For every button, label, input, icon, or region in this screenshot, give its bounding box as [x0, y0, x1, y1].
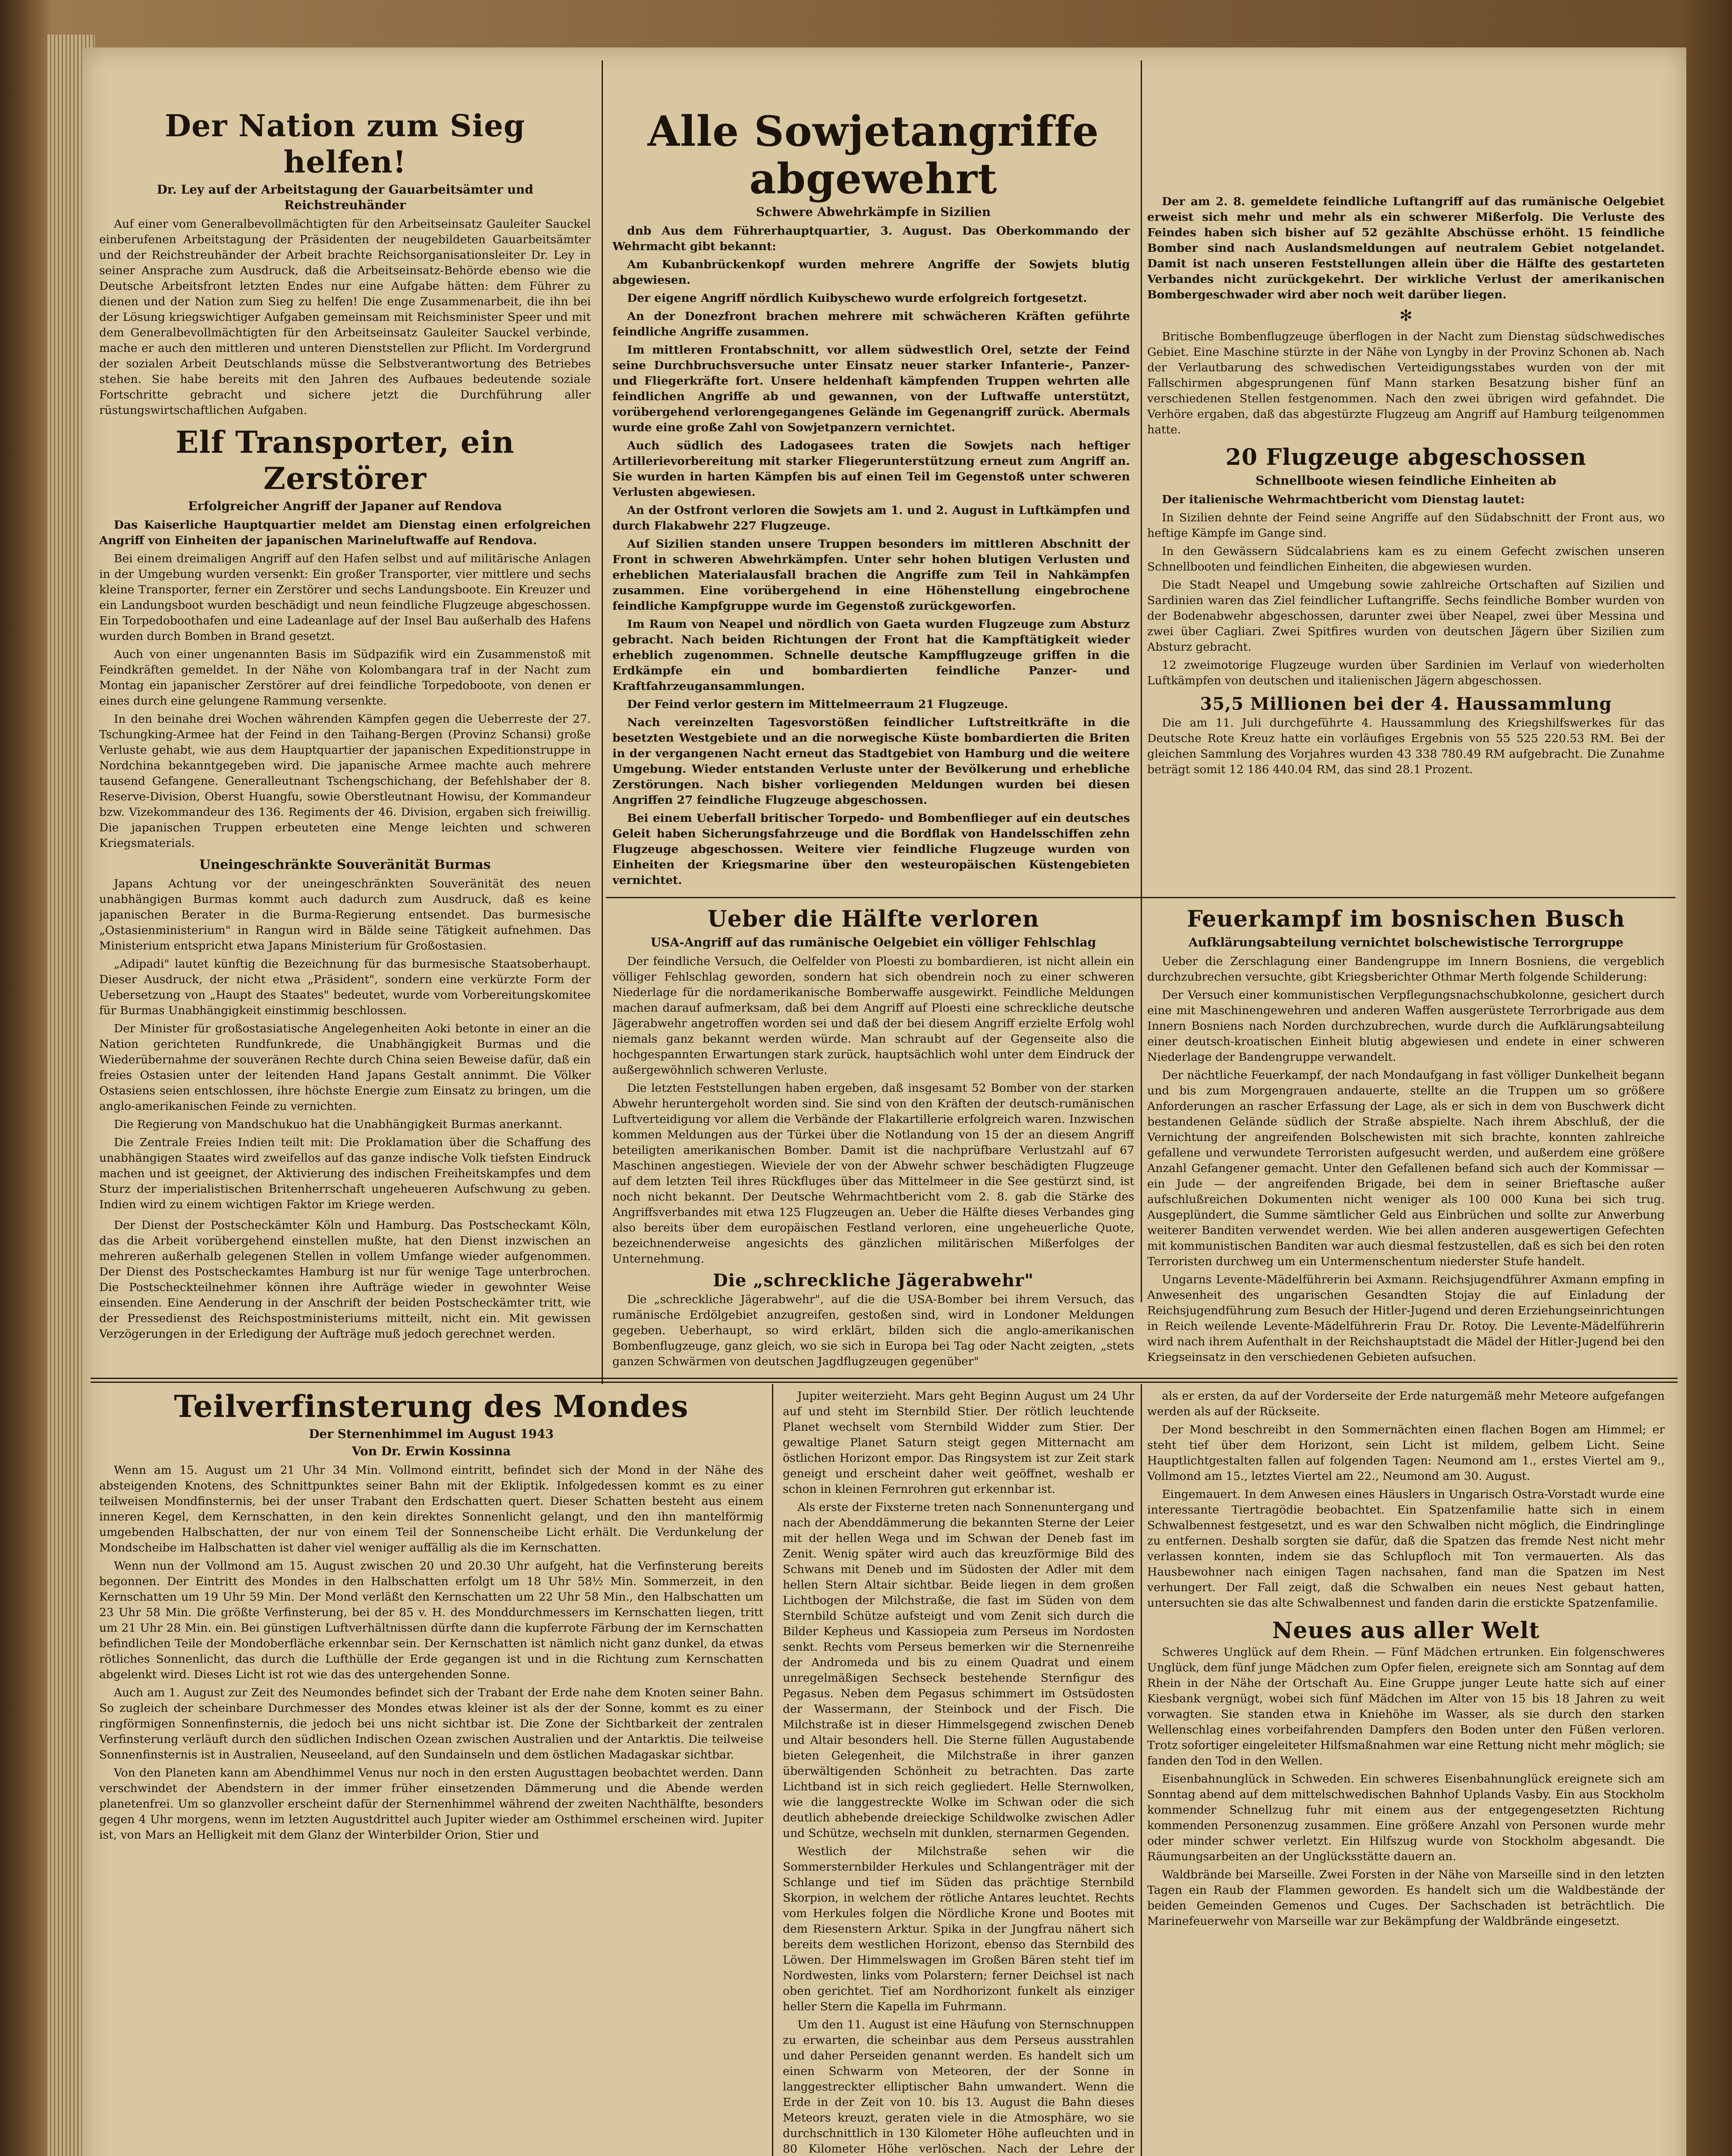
paragraph: Jupiter weiterzieht. Mars geht Beginn August um 24 Uhr auf und steht im Sternbild Stier. Der rötlich leuchtende Planet wechselt vom Sternbild Widder zum Stier. Der gewaltige Planet Saturn steigt gegen Mitternacht am östlichen Horizont empor. Das Ringsystem ist zur Zeit stark geneigt und erscheint daher weit geöffnet, weshalb er schon in kleinen Fernrohren gut erkennbar ist. — [783, 1389, 1134, 1496]
subheadline: Aufklärungsabteilung vernichtet bolschewistische Terrorgruppe — [1188, 935, 1624, 950]
paragraph: An der Ostfront verloren die Sowjets am 1. und 2. August in Luftkämpfen und durch Flakabwehr 227 Flugzeuge. — [612, 504, 1130, 533]
bottom-column-2 — [783, 1388, 1134, 2156]
paragraph: Ungarns Levente-Mädelführerin bei Axmann. Reichsjugendführer Axmann empfing in Anwesenheit des ungarischen Gesandten Stojay die auf Einladung der Reichsjugendführung zum Besuch der Hitler-Jugend und deren Erziehungseinrichtungen in Reich weilende Levente-Mädelführerin Frau Dr. Rotoy. Die Levente-Mädelführerin wird nach ihrem Aufenthalt in der Reichshauptstadt die Mädel der Hitler-Jugend bei den Kriegseinsatz in den verschiedenen Gebieten aufsuchen. — [1147, 1273, 1665, 1364]
paragraph: Der feindliche Versuch, die Oelfelder von Ploesti zu bombardieren, ist nicht allein ein völliger Fehlschlag geworden, sondern hat sich obendrein noch zu einer schweren Niederlage für die nordamerikanische Bomberwaffe ausgewirkt. Feindliche Meldungen machen darauf aufmerksam, daß bei dem Angriff auf Ploesti eine schreckliche deutsche Jägerabwehr angetroffen worden sei und daß der bei diesem Angriff erzielte Erfolg wohl niemals ganz bekannt werden würde. Man schraubt auf der Gegenseite also die hochgespannten Erwartungen stark zurück, hauptsächlich wohl unter dem Eindruck der außergewöhnlich schweren Verluste. — [612, 955, 1134, 1077]
subheadline: Dr. Ley auf der Arbeitstagung der Gauarbeitsämter und Reichstreuhänder — [157, 182, 533, 212]
paragraph: Der Dienst der Postscheckämter Köln und Hamburg. Das Postscheckamt Köln, das die Arbeit vorübergehend einstellen mußte, hat den Dienst inzwischen an mehreren außerhalb gelegenen Stellen in vollem Umfange wieder aufgenommen. Der Dienst des Postscheckamtes Hamburg ist nur für wenige Tage unterbrochen. Die Postscheckteilnehmer können ihre Aufträge wieder in gewohnter Weise einsenden. Eine Aenderung in der Anschrift der beiden Postscheckämter tritt, wie der Pressedienst des Reichspostministeriums mitteilt, nicht ein. Mit gewissen Verzögerungen in der Erledigung der Aufträge muß jedoch gerechnet werden. — [99, 1219, 591, 1341]
subheadline: Der Sternenhimmel im August 1943 — [309, 1427, 554, 1441]
paragraph: In den Gewässern Südcalabriens kam es zu einem Gefecht zwischen unseren Schnellbooten und feindlichen Einheiten, die abgewiesen wurden. — [1147, 545, 1665, 573]
paragraph: Wenn am 15. August um 21 Uhr 34 Min. Vollmond eintritt, befindet sich der Mond in der Nähe des absteigenden Knotens, des Schnittpunktes seiner Bahn mit der Ekliptik. Infolgedessen kommt es zu einer teilweisen Mondfinsternis, bei der unser Trabant den Erdschatten quert. Dieser Schatten besteht aus einem inneren Kegel, dem Kernschatten, in den kein direktes Sonnenlicht gelangt, und den ihn mantelförmig umgebenden Halbschatten, der nur von einem Teil der Sonnenscheibe Licht erhält. Die Verdunkelung der Mondscheibe im Halbschatten ist daher viel weniger auffällig als die im Kernschatten. — [99, 1463, 763, 1554]
paragraph: dnb Aus dem Führerhauptquartier, 3. August. Das Oberkommando der Wehrmacht gibt bekannt: — [612, 224, 1130, 253]
subheadline: USA-Angriff auf das rumänische Oelgebiet ein völliger Fehlschlag — [650, 935, 1096, 950]
paragraph: Der Feind verlor gestern im Mittelmeerraum 21 Flugzeuge. — [627, 698, 1008, 711]
paragraph: Der nächtliche Feuerkampf, der nach Mondaufgang in fast völliger Dunkelheit begann und bis zum Morgengrauen andauerte, stellte an die Truppen um so größere Anforderungen an rascher Erfassung der Lage, als er sich in dem von Buschwerk dicht bestandenen Gelände südlich der Straße abspielte. Nach ihrem Abschluß, der die Vernichtung der angreifenden Bolschewisten mit sich brachte, konnten zahlreiche gefallene und verwundete Terroristen aufgesucht werden, und außerdem eine größere Anzahl Gefangener gemacht. Unter den Gefallenen befand sich auch der Kommissar — ein Jude — der angreifenden Brigade, bei dem in seiner Brieftasche außer aufschlußreichen Dokumenten nicht weniger als 100 000 Kuna bei sich trug. Ausgeplündert, die Summe sämtlicher Geld aus Einbrüchen und sollte zur Anwerbung weiterer Banditen verwendet werden. Wie bei allen anderen ausgewertigen Gefechten mit kommunistischen Banditen war auch diesmal festzustellen, daß es sich bei den roten Terroristen durchweg um ein Untermenschentum niederster Stufe handelt. — [1147, 1069, 1665, 1268]
paragraph: Waldbrände bei Marseille. Zwei Forsten in der Nähe von Marseille sind in den letzten Tagen ein Raub der Flammen geworden. Es handelt sich um die Waldbestände der beiden Gemeinden Gemenos und Cuges. Der Sachschaden ist beträchtlich. Die Marinefeuerwehr von Marseille war zur Bekämpfung der Waldbrände eingesetzt. — [1147, 1868, 1665, 1928]
section-rule-double — [91, 1378, 1678, 1383]
headline: 20 Flugzeuge abgeschossen — [1225, 444, 1587, 470]
paragraph: Auch am 1. August zur Zeit des Neumondes befindet sich der Trabant der Erde nahe dem Knoten seiner Bahn. So zugleich der scheinbare Durchmesser des Mondes etwas kleiner ist als der der Sonne, kommt es zu einer ringförmigen Sonnenfinsternis, die jedoch bei uns nicht sichtbar ist. Die Zone der Sichtbarkeit der zentralen Verfinsterung verläuft durch den südlichen Indischen Ozean zwischen Australien und der Antarktis. Die teilweise Sonnenfinsternis ist in Australien, Neuseeland, auf den Sundainseln und dem östlichen Madagaskar sichtbar. — [99, 1686, 763, 1761]
paragraph: Auf einer vom Generalbevollmächtigten für den Arbeitseinsatz Gauleiter Sauckel einberufenen Arbeitstagung der Präsidenten der neugebildeten Gauarbeitsämter und der Reichstreuhänder der Arbeit brachte Reichsorganisationsleiter Dr. Ley in seiner Ansprache zum Ausdruck, daß die Arbeitseinsatz-Behörde ebenso wie die Deutsche Arbeitsfront letzten Endes nur eine Aufgabe hätten: dem Führer zu dienen und der Nation zum Sieg zu helfen! Die enge Zusammenarbeit, die ihn bei der Lösung kriegswichtiger Aufgaben gemeinsam mit Reichsminister Speer und mit dem Generalbevollmächtigten für den Arbeitseinsatz Gauleiter Sauckel verbinde, mache er auch den mittleren und unteren Dienststellen zur Pflicht. Im Vordergrund der sozialen Arbeit Deutschlands müsse die Selbstverantwortung des Betriebes stehen. Sie habe bereits mit den Jahren des Aufbaues bedeutende soziale Fortschritte gebracht und sichere jetzt die Durchführung aller rüstungswirtschaftlichen Aufgaben. — [99, 217, 591, 417]
paragraph: Auch von einer ungenannten Basis im Südpazifik wird ein Zusammenstoß mit Feindkräften gemeldet. In der Nähe von Kolombangara traf in der Nacht zum Montag ein japanischer Zerstörer auf drei feindliche Torpedoboote, von denen er eines durch eine gelungene Rammung versenkte. — [99, 648, 591, 708]
paragraph: Eisenbahnunglück in Schweden. Ein schweres Eisenbahnunglück ereignete sich am Sonntag abend auf dem mittelschwedischen Bahnhof Uplands Vasby. Ein aus Stockholm kommender Schnellzug fuhr mit einem aus der entgegengesetzten Richtung kommenden Personenzug zusammen. Eine größere Anzahl von Personen wurde mehr oder minder schwer verletzt. Ein Hilfszug wurde von Stockholm abgesandt. Die Räumungsarbeiten an der Unglücksstätte dauern an. — [1147, 1772, 1665, 1863]
paragraph: als er ersten, da auf der Vorderseite der Erde naturgemäß mehr Meteore aufgefangen werden als auf der Rückseite. — [1147, 1389, 1665, 1418]
paragraph: Um den 11. August ist eine Häufung von Sternschnuppen zu erwarten, die scheinbar aus dem Perseus ausstrahlen und daher Perseiden genannt werden. Es handelt sich um einen Schwarm von Meteoren, der der Sonne in langgestreckter elliptischer Bahn umwandert. Wenn die Erde in der Zeit von 10. bis 13. August die Bahn dieses Meteors kreuzt, geraten viele in die Atmosphäre, wo sie durchschnittlich in 130 Kilometer Höhe aufleuchten und in 80 Kilometer Höhe verlöschen. Nach der Lehre der — [783, 2018, 1134, 2156]
bottom-column-3 — [1147, 1388, 1665, 2156]
paragraph: Die am 11. Juli durchgeführte 4. Haussammlung des Kriegshilfswerkes für das Deutsche Rote Kreuz hatte ein vorläufiges Ergebnis von 55 525 220.53 RM. Bei der gleichen Sammlung des Vorjahres wurden 43 338 780.49 RM aufgebracht. Die Zunahme beträgt somit 12 186 440.04 RM, das sind 28.1 Prozent. — [1147, 716, 1665, 776]
headline: Die „schreckliche Jägerabwehr" — [712, 1270, 1034, 1291]
paragraph: „Adipadi" lautet künftig die Bezeichnung für das burmesische Staatsoberhaupt. Dieser Ausdruck, der nicht etwa „Präsident", sondern eine verkürzte Form der Uebersetzung von „Haupt des Staates" bedeutet, wurde vom Vorbereitungskomitee für Burmas Unabhängigkeit einstimmig beschlossen. — [99, 957, 591, 1017]
paragraph: Die „schreckliche Jägerabwehr", auf die die USA-Bomber bei ihrem Versuch, das rumänische Erdölgebiet anzugreifen, gestoßen sind, wird in Londoner Meldungen gegeben. Ueberhaupt, so wird erklärt, bilden sich die anglo-amerikanischen Bombenflugzeuge, ganz gleich, wo sie sich in Europa bei Tag oder Nacht zeigten, „stets ganzen Schwärmen von deutschen Jagdflugzeugen gegenüber" — [612, 1293, 1134, 1368]
headline: Ueber die Hälfte verloren — [707, 906, 1039, 932]
subheadline: Erfolgreicher Angriff der Japaner auf Rendova — [188, 499, 502, 513]
paragraph: Ueber die Zerschlagung einer Bandengruppe im Innern Bosniens, die vergeblich durchzubrechen versuchte, gibt Kriegsberichter Othmar Merth folgende Schilderung: — [1147, 955, 1665, 984]
paragraph: Westlich der Milchstraße sehen wir die Sommersternbilder Herkules und Schlangenträger mit der Schlange und tief im Süden das prächtige Sternbild Skorpion, in welchem der rötliche Antares leuchtet. Rechts vom Herkules folgen die Nördliche Krone und Bootes mit dem Riesenstern Arktur. Spika in der Jungfrau nähert sich bereits dem westlichen Horizont, ebenso das Sternbild des Löwen. Der Himmelswagen im Großen Bären steht tief im Nordwesten, links vom Polarstern; ferner Deichsel ist nach oben gerichtet. Tief am Nordhorizont funkelt als einziger heller Stern die Kapella im Fuhrmann. — [783, 1845, 1134, 2013]
paragraph: Der am 2. 8. gemeldete feindliche Luftangriff auf das rumänische Oelgebiet erweist sich mehr und mehr als ein schwerer Mißerfolg. Die Verluste des Feindes haben sich bisher auf 52 gezählte Abschüsse erhöht. 15 feindliche Bomber sind nach Auslandsmeldungen auf neutralem Gebiet notgelandet. Damit ist nach unseren Feststellungen allein über die Hälfte des gestarteten Verbandes nicht zurückgekehrt. Der wirkliche Verlust der amerikanischen Bombergeschwader wird aber noch weit darüber liegen. — [1147, 195, 1665, 301]
column-1 — [99, 108, 591, 1371]
paragraph: Im mittleren Frontabschnitt, vor allem südwestlich Orel, setzte der Feind seine Durchbruchsversuche unter Einsatz neuer starker Infanterie-, Panzer- und Fliegerkräfte fort. Unsere heldenhaft kämpfenden Truppen wehrten alle feindlichen Angriffe ab und gewannen, von der Luftwaffe unterstützt, vorübergehend verlorengegangenes Gelände im Gegenangriff zurück. Abermals wurde eine große Zahl von Sowjetpanzern vernichtet. — [612, 343, 1130, 434]
separator-star: ✻ — [1399, 307, 1413, 325]
column-rule — [772, 1384, 773, 2156]
newspaper-page — [82, 47, 1686, 2156]
paragraph: Die Regierung von Mandschukuo hat die Unabhängigkeit Burmas anerkannt. — [114, 1118, 562, 1131]
headline: Der Nation zum Sieg helfen! — [165, 108, 525, 180]
paragraph: Auf Sizilien standen unsere Truppen besonders im mittleren Abschnitt der Front in schweren Abwehrkämpfen. Unter sehr hohen blutigen Verlusten und erheblichen Materialausfall brachen die Angriffe zum Teil in Nahkämpfen zusammen. Eine vorübergehend in eine Höhenstellung eingebrochene feindliche Kampfgruppe wurde im Gegenstoß zurückgeworfen. — [612, 537, 1130, 613]
author-line: Von Dr. Erwin Kossinna — [351, 1444, 511, 1458]
paragraph: Die Stadt Neapel und Umgebung sowie zahlreiche Ortschaften auf Sizilien und Sardinien waren das Ziel feindlicher Luftangriffe. Sechs feindliche Bomber wurden von der Bodenabwehr abgeschossen, darunter zwei über Neapel, zwei über Messina und zwei über Cagliari. Zwei Spitfires wurden von deutschen Jägern über Sizilien zum Absturz gebracht. — [1147, 578, 1665, 654]
paragraph: Der Versuch einer kommunistischen Verpflegungsnachschubkolonne, gesichert durch eine mit Maschinengewehren und anderen Waffen ausgerüstete Terrorbrigade aus dem Innern Bosniens nach Norden durchzubrechen, wurde durch die Aufklärungsabteilung einer deutsch-kroatischen Einheit blutig abgewiesen und endete in einer schweren Niederlage der Bandengruppe verwandelt. — [1147, 988, 1665, 1064]
subheadline: Schwere Abwehrkämpfe in Sizilien — [756, 205, 991, 219]
paragraph: In den beinahe drei Wochen währenden Kämpfen gegen die Ueberreste der 27. Tschungking-Armee hat der Feind in den Taihang-Bergen (Provinz Schansi) große Verluste gehabt, wie aus dem Hauptquartier der japanischen Expeditionstruppe in Nordchina bekanntgegeben wird. Die japanische Armee machte auch mehrere tausend Gefangene. Generalleutnant Tschengschichang, der Befehlshaber der 8. Reserve-Division, Oberst Huangfu, sowie Oberstleutnant Howisu, der Kommandeur bzw. Vizekommandeur des 136. Regiments der 46. Division, ergaben sich freiwillig. Die japanischen Truppen erbeuteten eine Menge leichten und schweren Kriegsmaterials. — [99, 712, 591, 850]
paragraph: Der Minister für großostasiatische Angelegenheiten Aoki betonte in einer an die Nation gerichteten Rundfunkrede, die Unabhängigkeit Burmas und die Wiederübernahme der souveränen Rechte durch China seien Beweise dafür, daß ein freies Ostasien unter der leitenden Hand Japans Gestalt annimmt. Die Völker Ostasiens seien entschlossen, ihre höchste Energie zum Einsatz zu bringen, um die anglo-amerikanischen Feinde zu vernichten. — [99, 1022, 591, 1113]
headline: 35,5 Millionen bei der 4. Haussammlung — [1200, 694, 1612, 714]
paragraph: An der Donezfront brachen mehrere mit schwächeren Kräften geführte feindliche Angriffe zusammen. — [612, 310, 1130, 338]
paragraph: Der eigene Angriff nördlich Kuibyschewo wurde erfolgreich fortgesetzt. — [627, 291, 1087, 305]
section-rule — [606, 897, 1676, 898]
paragraph: Das Kaiserliche Hauptquartier meldet am Dienstag einen erfolgreichen Angriff von Einheiten der japanischen Marineluftwaffe auf Rendova. — [99, 518, 591, 547]
paragraph: Die Zentrale Freies Indien teilt mit: Die Proklamation über die Schaffung des unabhängigen Staates wird zweifellos auf das ganze indische Volk tiefsten Eindruck machen und ist geeignet, der Aktivierung des indischen Freiheitskampfes und dem Sturz der imperialistischen Britenherrschaft ungeheueren Aufschwung zu geben. Indien wird zu einem wichtigen Faktor im Kriege werden. — [99, 1136, 591, 1211]
subheadline: Schnellboote wiesen feindliche Einheiten ab — [1255, 473, 1556, 488]
paragraph: Auch südlich des Ladogasees traten die Sowjets nach heftiger Artillerievorbereitung mit starker Fliegerunterstützung erneut zum Angriff an. Sie wurden in harten Kämpfen bis auf einen Teil im Gegenstoß unter schweren Verlusten abgewiesen. — [612, 439, 1130, 499]
headline: Teilverfinsterung des Mondes — [174, 1388, 689, 1424]
headline: Uneingeschränkte Souveränität Burmas — [199, 857, 491, 872]
column-rule — [602, 60, 603, 1384]
column-3-middle — [1147, 906, 1665, 1371]
paragraph: Schweres Unglück auf dem Rhein. — Fünf Mädchen ertrunken. Ein folgenschweres Unglück, dem fünf junge Mädchen zum Opfer fielen, ereignete sich am Sonntag auf dem Rhein in der Nähe der Ortschaft Au. Eine Gruppe junger Leute hatte sich auf einer Kiesbank vergnügt, wobei sich fünf Mädchen im Alter von 15 bis 18 Jahren zu weit vorwagten. Sie standen etwa in Kniehöhe im Wasser, als sie durch den starken Wellenschlag eines vorbeifahrenden Dampfers den Boden unter den Füßen verloren. Trotz sofortiger eingeleiteter Hilfsmaßnahmen war eine Rettung nicht mehr möglich; sie fanden den Tod in den Wellen. — [1147, 1645, 1665, 1767]
paragraph: Nach vereinzelten Tagesvorstößen feindlicher Luftstreitkräfte in die besetzten Westgebiete und an die norwegische Küste bombardierten die Briten in der vergangenen Nacht erneut das Stadtgebiet von Hamburg und die weitere Umgebung. Wieder entstanden Verluste unter der Bevölkerung und erhebliche Zerstörungen. Nach bisher vorliegenden Meldungen wurden bei diesen Angriffen 27 feindliche Flugzeuge abgeschossen. — [612, 716, 1130, 807]
paragraph: Die letzten Feststellungen haben ergeben, daß insgesamt 52 Bomber von der starken Abwehr heruntergeholt worden sind. Sie sind von den Kräften der deutsch-rumänischen Luftverteidigung vor allem die Verbände der Flakartillerie erfolgreich waren. Inzwischen kommen Meldungen aus der Türkei über die Notlandung von 15 der an diesem Angriff beteiligten amerikanischen Bomber. Damit ist die nachprüfbare Verlustzahl auf 67 Maschinen angestiegen. Wieviele der von der Abwehr schwer beschädigten Flugzeuge auf dem letzten Teil ihres Rückfluges über das Mittelmeer in die See gestürzt sind, ist noch nicht bekannt. Der Deutsche Wehrmachtbericht vom 2. 8. gab die Stärke des Angriffsverbandes mit etwa 125 Flugzeugen an. Ueber die Hälfte dieses Verbandes ging also bereits über dem europäischen Festland verloren, eine ungeheuerliche Quote, bezeichnenderweise angesichts des gänzlichen militärischen Mißerfolges der Unternehmung. — [612, 1081, 1134, 1266]
column-2-middle — [612, 906, 1134, 1371]
paragraph: Von den Planeten kann am Abendhimmel Venus nur noch in den ersten Augusttagen beobachtet werden. Dann verschwindet der Abendstern in der immer früher einsetzenden Dämmerung und die Abende werden planetenfrei. Um so glanzvoller erscheint dafür der Sternenhimmel während der zweiten Nachthälfte, besonders gegen 4 Uhr morgens, wenn im letzten Augustdrittel auch Jupiter wieder am Osthimmel erscheinen wird. Jupiter ist, von Mars an Helligkeit mit dem Glanz der Winterbilder Orion, Stier und — [99, 1766, 763, 1842]
column-3-top — [1147, 194, 1665, 893]
paragraph: Wenn nun der Vollmond am 15. August zwischen 20 und 20.30 Uhr aufgeht, hat die Verfinsterung bereits begonnen. Der Eintritt des Mondes in den Halbschatten erfolgt um 18 Uhr 58½ Min. Sommerzeit, in den Kernschatten um 19 Uhr 59 Min. Der Mond verläßt den Kernschatten um 22 Uhr 58 Min., den Halbschatten um 23 Uhr 58 Min. Die größte Verfinsterung, bei der 85 v. H. des Monddurchmessers im Kernschatten liegen, tritt um 21 Uhr 28 Min. ein. Bei günstigen Luftverhältnissen dürfte dann die kupferrote Färbung der im Kernschatten befindlichen Teile der Mondoberfläche erkennbar sein. Der Kernschatten ist nämlich nicht ganz dunkel, da etwas rötliches Sonnenlicht, das durch die Lufthülle der Erde gegangen ist und in die Richtung zum Kernschatten abgelenkt wird. Dieses Licht ist rot wie das des untergehenden Sonne. — [99, 1559, 763, 1681]
bottom-column-1 — [99, 1388, 763, 2156]
headline: Elf Transporter, ein Zerstörer — [176, 424, 515, 496]
paragraph: 12 zweimotorige Flugzeuge wurden über Sardinien im Verlauf von wiederholten Luftkämpfen von deutschen und italienischen Jägern abgeschossen. — [1147, 658, 1665, 687]
paragraph: Im Raum von Neapel und nördlich von Gaeta wurden Flugzeuge zum Absturz gebracht. Nach beiden Richtungen der Front hat die Kampftätigkeit wieder erheblich zugenommen. Schnelle deutsche Kampfflugzeuge griffen in die Erdkämpfe ein und bombardierten feindliche Panzer- und Kraftfahrzeugansammlungen. — [612, 617, 1130, 693]
paragraph: Eingemauert. In dem Anwesen eines Häuslers in Ungarisch Ostra-Vorstadt wurde eine interessante Tiertragödie beobachtet. Ein Spatzenfamilie hatte sich in einem Schwalbennest festgesetzt, und es war den Schwalben nicht möglich, die Eindringlinge zu entfernen. Deshalb sorgten sie dafür, daß die Spatzen das fremde Nest nicht mehr verlassen konnten, indem sie das Schlupfloch mit Ton vermauerten. Als das Hausbewohner nach einigen Tagen nachsahen, fand man die Spatzen im Nest verhungert. Der Fall zeigt, daß die Schwalben ein neues Nest gebaut hatten, untersuchten sie das alte Schwalbennest und fanden darin die erstickte Spatzenfamilie. — [1147, 1488, 1665, 1610]
paragraph: Bei einem dreimaligen Angriff auf den Hafen selbst und auf militärische Anlagen in der Umgebung wurden versenkt: Ein großer Transporter, vier mittlere und sechs kleine Transporter, ferner ein Zerstörer und sechs Landungsboote. Ein Kreuzer und ein Landungsboot wurden beschädigt und neun feindliche Flugzeuge abgeschossen. Ein Torpedoboothafen und eine Ladeanlage auf der Insel Bau außerhalb des Hafens wurden durch Bomben in Brand gesetzt. — [99, 552, 591, 643]
paragraph: Bei einem Ueberfall britischer Torpedo- und Bombenflieger auf ein deutsches Geleit haben Sicherungsfahrzeuge und die Bordflak von Handelsschiffen zehn Flugzeuge abgeschossen. Weitere vier feindliche Flugzeuge wurden von Einheiten der Kriegsmarine über den westeuropäischen Küstengebieten vernichtet. — [612, 812, 1130, 887]
paragraph: Der italienische Wehrmachtbericht vom Dienstag lautet: — [1162, 493, 1525, 506]
paragraph: Am Kubanbrückenkopf wurden mehrere Angriffe der Sowjets blutig abgewiesen. — [612, 258, 1130, 287]
paragraph: Der Mond beschreibt in den Sommernächten einen flachen Bogen am Himmel; er steht tief über dem Horizont, sein Licht ist mildem, gelbem Licht. Seine Hauptlichtgestalten fallen auf folgenden Tagen: Neumond am 1., erstes Viertel am 9., Vollmond am 15., letztes Viertel am 22., Neumond am 30. August. — [1147, 1423, 1665, 1483]
headline: Neues aus aller Welt — [1272, 1617, 1540, 1644]
headline: Feuerkampf im bosnischen Busch — [1186, 906, 1625, 932]
main-headline: Alle Sowjetangriffe abgewehrt — [647, 108, 1099, 203]
paragraph: Britische Bombenflugzeuge überflogen in der Nacht zum Dienstag südschwedisches Gebiet. Eine Maschine stürzte in der Nähe von Lyngby in der Provinz Schonen ab. Nach der Verlautbarung des schwedischen Verteidigungsstabes wurden von der mit Fallschirmen abgesprungenen fünf Mann starken Besatzung bisher fünf an verschiedenen Stellen festgenommen. Nach den zwei übrigen wird gefahndet. Die Verhöre ergaben, daß das abgestürzte Flugzeug am Angriff auf Hamburg teilgenommen hatte. — [1147, 330, 1665, 436]
column-rule — [1141, 1384, 1142, 2156]
paragraph: Als erste der Fixsterne treten nach Sonnenuntergang und nach der Abenddämmerung die bekannten Sterne der Leier mit der hellen Wega und im Schwan der Deneb fast im Zenit. Wenig später wird auch das kreuzförmige Bild des Schwans mit Deneb und im Südosten der Adler mit dem hellen Stern Altair sichtbar. Beide liegen in dem großen Lichtbogen der Milchstraße, die fast im Süden von dem Sternbild Schütze aufsteigt und vom Zenit sich durch die Bilder Kepheus und Kassiopeia zum Perseus im Nordosten senkt. Rechts vom Perseus bemerken wir die Sternenreihe der Andromeda und bis zu einem Quadrat und einem unregelmäßigen Sechseck bestehende Sternfigur des Pegasus. Neben dem Pegasus schimmert im Ostsüdosten der Wassermann, der Steinbock und der Fisch. Die Milchstraße ist in dieser Himmelsgegend zwischen Deneb und Altair besonders hell. Die Sterne füllen Augustabende bieten Gelegenheit, die Milchstraße in ihrer ganzen überwältigenden Schönheit zu betrachten. Das zarte Lichtband ist in sich reich gegliedert. Helle Sternwolken, wie die langgestreckte Wolke im Schwan oder die sich deutlich abhebende dreieckige Schildwolke zwischen Adler und Schütze, wechseln mit dunklen, sternarmen Gegenden. — [783, 1501, 1134, 1840]
paragraph: In Sizilien dehnte der Feind seine Angriffe auf den Südabschnitt der Front aus, wo heftige Kämpfe im Gange sind. — [1147, 511, 1665, 540]
paragraph: Japans Achtung vor der uneingeschränkten Souveränität des neuen unabhängigen Burmas kommt auch dadurch zum Ausdruck, daß es keine japanischen Berater in die Burma-Regierung entsendet. Das burmesische „Ostasienministerium" in Rangun wird in Bälde seine Tätigkeit aufnehmen. Das Ministerium entspricht etwa Japans Ministerium für Großostasien. — [99, 877, 591, 953]
